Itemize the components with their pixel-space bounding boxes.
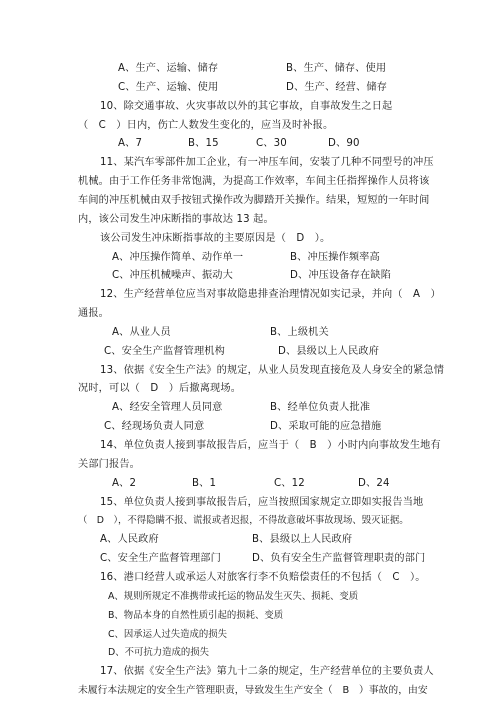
q17-stem-line1: 17、依据《安全生产法》第九十二条的规定，生产经营单位的主要负责人: [100, 666, 434, 678]
q17-stem-line2: 未履行本法规定的安全生产管理职责，导致发生生产安全（ B ）事故的，由安: [78, 685, 428, 696]
q12-stem-line2: 通报。: [78, 308, 110, 319]
q13-option-b: B、经单位负责人批准: [270, 402, 371, 414]
q10-stem-line2: （ C ）日内，伤亡人数发生变化的，应当及时补报。: [78, 119, 334, 131]
q15-stem-line2: （ D ），不得隐瞒不报、谎报或者迟报，不得故意破坏事故现场、毁灭证据。: [78, 515, 409, 527]
q13-stem-line1: 13、依据《安全生产法》的规定，从业人员发现直接危及人身安全的紧急情: [100, 364, 445, 376]
q12-option-d: D、县级以上人民政府: [278, 345, 380, 357]
q11-question: 该公司发生冲床断指事故的主要原因是（ D ）。: [100, 232, 331, 244]
q11-option-a: A、冲压操作简单、动作单一: [112, 251, 244, 263]
q13-option-a: A、经安全管理人员同意: [112, 402, 223, 414]
q11-stem-line4: 内，该公司发生冲床断指的事故达 13 起。: [78, 213, 274, 225]
q12-option-b: B、上级机关: [270, 326, 329, 338]
q9-option-c: C、生产、运输、使用: [118, 81, 219, 93]
q12-stem-line1: 12、生产经营单位应当对事故隐患排查治理情况如实记录，并向（ A ）: [100, 289, 441, 301]
q16-option-a: A、规则所规定不准携带或托运的物品发生灭失、损耗、变质: [108, 590, 359, 602]
q10-option-a: A、7: [118, 138, 143, 150]
q11-stem-line2: 机械。由于工作任务非常饱满，为提高工作效率，车间主任指挥操作人员将该: [78, 176, 430, 188]
q15-option-c: C、安全生产监督管理部门: [100, 553, 221, 565]
q14-stem-line2: 关部门报告。: [78, 458, 141, 470]
q14-option-d: D、24: [358, 477, 390, 489]
q14-option-a: A、2: [112, 477, 137, 489]
q15-option-b: B、县级以上人民政府: [252, 534, 353, 546]
q10-stem-line1: 10、除交通事故、火灾事故以外的其它事故，自事故发生之日起: [100, 100, 393, 112]
q14-option-b: B、1: [192, 477, 217, 489]
q11-stem-line1: 11、某汽车零部件加工企业，有一冲压车间，安装了几种不同型号的冲压: [100, 157, 434, 169]
q14-stem-line1: 14、单位负责人接到事故报告后，应当于（ B ）小时内向事故发生地有: [100, 440, 441, 451]
q16-option-d: D、不可抗力造成的损失: [108, 647, 209, 659]
q11-stem-line3: 车间的冲压机械由双手按钮式操作改为脚踏开关操作。结果，短短的一年时间: [78, 194, 430, 206]
q15-option-a: A、人民政府: [100, 534, 159, 546]
q10-option-d: D、90: [328, 138, 360, 150]
q10-option-b: B、15: [188, 138, 219, 150]
q13-stem-line2: 况时，可以（ D ）后撤离现场。: [78, 383, 242, 395]
q13-option-d: D、采取可能的应急措施: [270, 421, 382, 433]
q9-option-d: D、生产、经营、储存: [286, 81, 388, 93]
q16-option-c: C、因承运人过失造成的损失: [108, 628, 228, 640]
q9-option-a: A、生产、运输、储存: [118, 63, 219, 74]
q16-stem: 16、港口经营人或承运人对旅客行李不负赔偿责任的不包括（ C ）。: [100, 571, 426, 583]
q12-option-c: C、安全生产监督管理机构: [104, 345, 225, 357]
q11-option-b: B、冲压操作频率高: [290, 251, 380, 263]
q12-option-a: A、从业人员: [112, 326, 171, 338]
q10-option-c: C、30: [256, 138, 287, 150]
q11-option-c: C、冲压机械噪声、振动大: [112, 270, 233, 282]
q13-option-c: C、经现场负责人同意: [104, 421, 205, 433]
q16-option-b: B、物品本身的自然性质引起的损耗、变质: [108, 609, 284, 621]
q11-option-d: D、冲压设备存在缺陷: [290, 270, 392, 282]
q15-option-d: D、负有安全生产监督管理职责的部门: [252, 553, 426, 565]
q9-option-b: B、生产、储存、使用: [286, 63, 387, 74]
q15-stem-line1: 15、单位负责人接到事故报告后，应当按照国家规定立即如实报告当地: [100, 496, 424, 508]
q14-option-c: C、12: [274, 477, 305, 489]
